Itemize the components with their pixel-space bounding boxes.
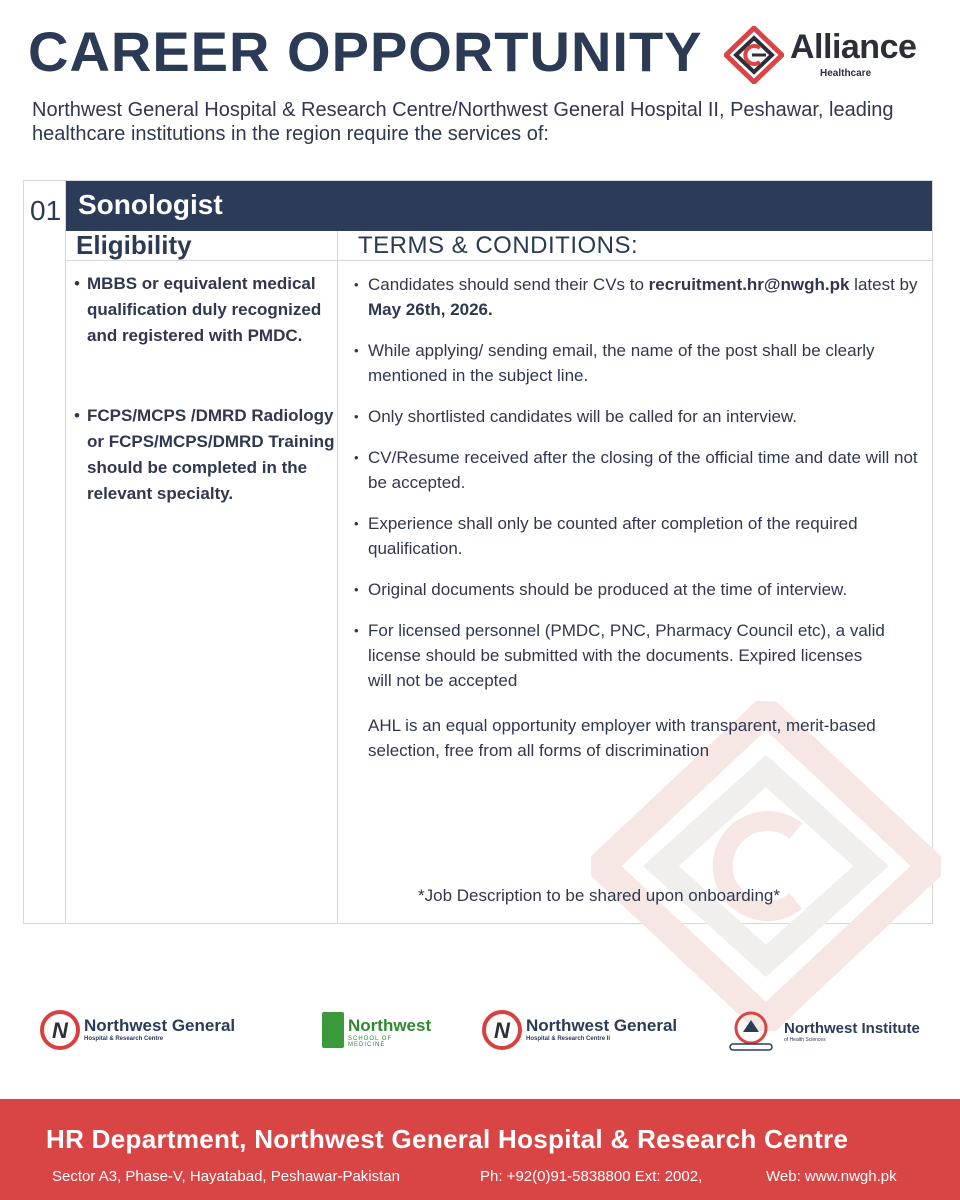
footer-phone: Ph: +92(0)91-5838800 Ext: 2002, xyxy=(480,1168,703,1185)
position-number-column xyxy=(24,181,66,923)
brand-sub: Healthcare xyxy=(820,68,872,79)
footer-banner xyxy=(0,1099,960,1200)
logo-sub: Hospital & Research Centre II xyxy=(526,1036,611,1042)
eligibility-item: • FCPS/MCPS /DMRD Radiology or FCPS/MCPS/DMRD Training should be completed in the relevant specialty. xyxy=(74,403,340,507)
eligibility-list xyxy=(74,271,340,507)
position-card xyxy=(23,180,933,924)
term-text: latest by xyxy=(849,275,918,294)
brand-name: Alliance xyxy=(790,28,917,66)
logo-name: Northwest General xyxy=(526,1016,678,1035)
equal-opportunity-note: AHL is an equal opportunity employer with transparent, merit-based selection, free from all forms of discrimination xyxy=(368,716,876,760)
footer-title: HR Department, Northwest General Hospital & Research Centre xyxy=(46,1124,849,1154)
terms-list xyxy=(356,272,931,763)
position-title-bar xyxy=(66,181,932,231)
partner-logos xyxy=(0,1008,960,1058)
term-item: • Experience shall only be counted after completion of the required qualification. xyxy=(356,511,931,561)
eligibility-heading: Eligibility xyxy=(76,230,192,260)
footer-website: Web: www.nwgh.pk xyxy=(766,1168,897,1185)
nwgh-n-icon: N xyxy=(40,1010,80,1050)
school-shield-icon xyxy=(322,1012,344,1048)
logo-name: Northwest Institute xyxy=(784,1020,920,1037)
logo-sub: SCHOOL OF MEDICINE xyxy=(348,1036,393,1048)
recruitment-email: recruitment.hr@nwgh.pk xyxy=(648,275,850,294)
term-item xyxy=(356,272,931,322)
logo-name: Northwest General xyxy=(84,1016,236,1035)
term-item: • While applying/ sending email, the name of the post shall be clearly mentioned in the subject line. xyxy=(356,338,931,388)
nwgh-logo xyxy=(40,1008,250,1052)
alliance-healthcare-logo xyxy=(724,26,940,84)
institute-crest-icon xyxy=(726,1010,776,1052)
term-item: • Original documents should be produced at the time of interview. xyxy=(356,577,931,602)
term-item: • CV/Resume received after the closing of the official time and date will not be accepted. xyxy=(356,445,931,495)
page-headline: CAREER OPPORTUNITY xyxy=(28,20,703,83)
eligibility-item: • MBBS or equivalent medical qualification duly recognized and registered with PMDC. xyxy=(74,271,340,349)
logo-name: Northwest xyxy=(348,1016,432,1035)
term-item: • Only shortlisted candidates will be called for an interview. xyxy=(356,404,931,429)
deadline-date: May 26th, 2026. xyxy=(368,300,493,319)
term-text: Candidates should send their CVs to xyxy=(368,275,649,294)
job-description-note: *Job Description to be shared upon onboarding* xyxy=(418,886,780,905)
nwgh-n-icon: N xyxy=(482,1010,522,1050)
intro-paragraph: Northwest General Hospital & Research Centre/Northwest General Hospital II, Peshawar, leading healthcare institutions in the region require the services of: xyxy=(32,99,894,145)
position-title: Sonologist xyxy=(78,189,223,220)
alliance-diamond-icon xyxy=(724,26,784,84)
footer-address: Sector A3, Phase-V, Hayatabad, Peshawar-Pakistan xyxy=(52,1168,400,1185)
section-headings xyxy=(66,231,932,261)
term-item: • For licensed personnel (PMDC, PNC, Pharmacy Council etc), a valid license should be submitted with the documents. Expired licenses will not be accepted xyxy=(356,618,886,693)
school-of-medicine-logo xyxy=(322,1008,432,1052)
logo-sub: Hospital & Research Centre xyxy=(84,1036,164,1042)
position-number: 01 xyxy=(30,195,62,226)
logo-sub: of Health Sciences xyxy=(784,1037,826,1043)
terms-heading: TERMS & CONDITIONS: xyxy=(358,232,639,259)
nwgh2-logo xyxy=(482,1008,682,1052)
institute-logo xyxy=(726,1008,936,1052)
